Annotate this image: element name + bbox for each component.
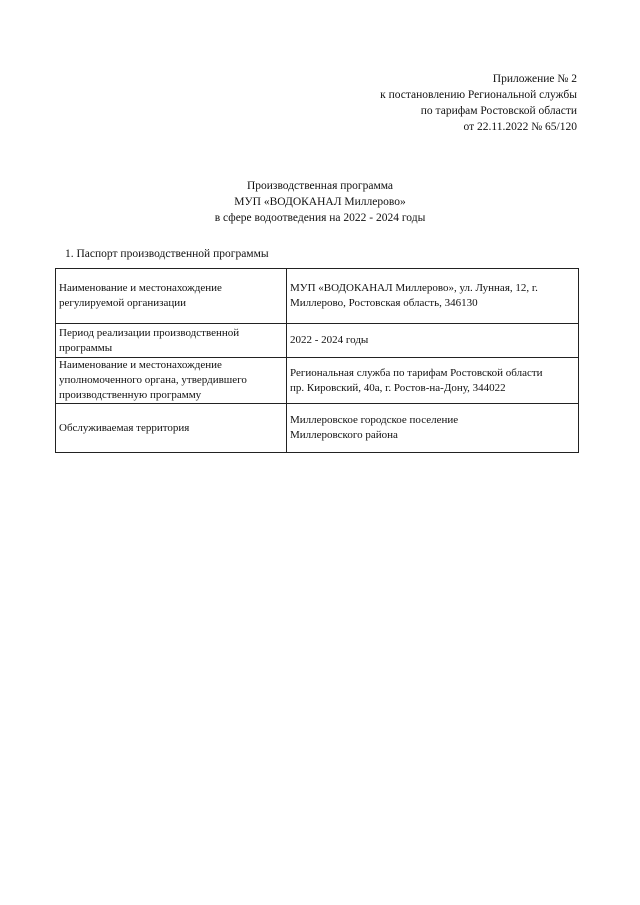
- row-label-text: Период реализации производственной: [59, 326, 240, 339]
- row-label-text: регулируемой организации: [59, 297, 187, 309]
- row-label-text: уполномоченного органа, утвердившего: [59, 374, 247, 386]
- row-value-text: Региональная служба по тарифам Ростовской области: [290, 366, 543, 379]
- table-row: [56, 324, 579, 358]
- row-value-text: Миллеровского района: [290, 429, 398, 441]
- row-value-cell: [287, 404, 579, 453]
- row-value-text: Миллерово, Ростовская область, 346130: [290, 297, 478, 309]
- row-value-cell: [287, 324, 579, 358]
- row-label-cell: [56, 269, 287, 324]
- section-heading: 1. Паспорт производственной программы: [65, 248, 269, 260]
- appendix-date-number: от 22.11.2022 № 65/120: [463, 121, 577, 133]
- row-value-text: пр. Кировский, 40а, г. Ростов-на-Дону, 344022: [290, 381, 506, 394]
- table-row: [56, 358, 579, 404]
- row-value-text: МУП «ВОДОКАНАЛ Миллерово», ул. Лунная, 12, г.: [290, 282, 538, 294]
- row-label-text: Наименование и местонахождение: [59, 282, 222, 294]
- table-row: [56, 269, 579, 324]
- row-label-text: производственную программу: [59, 389, 202, 401]
- row-label-text: Обслуживаемая территория: [59, 421, 190, 434]
- row-label-cell: [56, 358, 287, 404]
- row-value-text: Миллеровское городское поселение: [290, 414, 459, 426]
- row-value-text: 2022 - 2024 годы: [290, 334, 369, 346]
- row-value-cell: [287, 358, 579, 404]
- appendix-resolution-ref: к постановлению Региональной службы: [380, 89, 577, 101]
- title-scope: в сфере водоотведения на 2022 - 2024 годы: [214, 212, 426, 224]
- title-program: Производственная программа: [246, 180, 394, 192]
- row-value-cell: [287, 269, 579, 324]
- row-label-cell: [56, 404, 287, 453]
- appendix-authority: по тарифам Ростовской области: [420, 105, 577, 117]
- passport-table: [55, 268, 579, 453]
- row-label-cell: [56, 324, 287, 358]
- document-title: [0, 178, 640, 226]
- appendix-header: [380, 71, 577, 135]
- row-label-text: Наименование и местонахождение: [59, 359, 222, 371]
- table-row: [56, 404, 579, 453]
- title-organization: МУП «ВОДОКАНАЛ Миллерово»: [234, 196, 406, 208]
- appendix-number: Приложение № 2: [492, 73, 577, 85]
- row-label-text: программы: [59, 341, 113, 354]
